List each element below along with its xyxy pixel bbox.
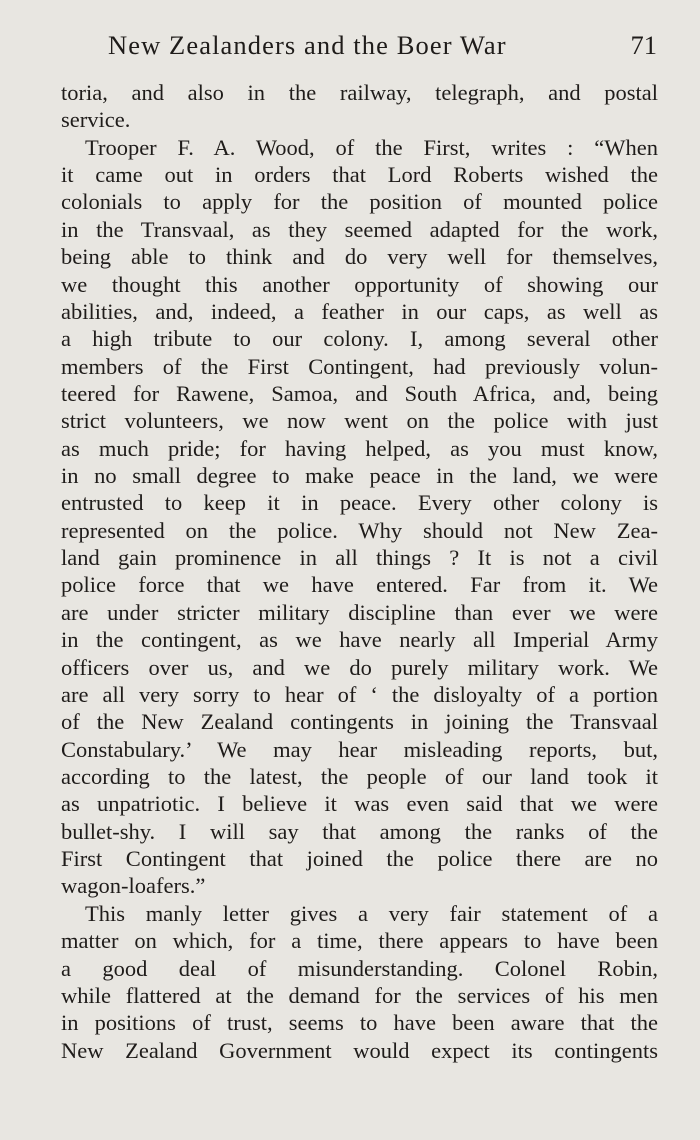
text-line: while flattered at the demand for the services of his men	[61, 982, 658, 1008]
text-line: teered for Rawene, Samoa, and South Africa, and, being	[61, 380, 658, 406]
text-line: matter on which, for a time, there appears to have been	[61, 928, 658, 954]
text-line: land gain prominence in all things ? It is not a civil	[61, 545, 658, 571]
text-line: it came out in orders that Lord Roberts wished the	[61, 162, 658, 188]
text-line: we thought this another opportunity of showing our	[61, 271, 658, 297]
running-head	[60, 30, 657, 70]
text-line: First Contingent that joined the police there are no	[61, 846, 658, 872]
text-line: are all very sorry to hear of ‘ the disloyalty of a portion	[61, 681, 658, 707]
text-line: abilities, and, indeed, a feather in our caps, as well as	[61, 298, 658, 324]
text-line: wagon-loafers.”	[61, 873, 206, 899]
running-title: New Zealanders and the Boer War	[108, 30, 507, 60]
text-line: are under stricter military discipline than ever we were	[61, 599, 658, 625]
page-number: 71	[630, 30, 657, 60]
text-line: according to the latest, the people of our land took it	[61, 763, 658, 789]
text-line: police force that we have entered. Far from it. We	[61, 572, 658, 598]
text-line: a good deal of misunderstanding. Colonel Robin,	[61, 955, 658, 981]
text-line: toria, and also in the railway, telegraph, and postal	[61, 80, 658, 105]
text-line: in the contingent, as we have nearly all Imperial Army	[61, 627, 658, 653]
text-line: entrusted to keep it in peace. Every other colony is	[61, 490, 658, 516]
text-line: in no small degree to make peace in the land, we were	[61, 463, 658, 489]
text-line: in positions of trust, seems to have been aware that the	[61, 1010, 658, 1036]
text-line: members of the First Contingent, had previously volun-	[61, 353, 658, 379]
text-line: of the New Zealand contingents in joining the Transvaal	[61, 709, 658, 735]
text-line: service.	[61, 107, 131, 133]
text-line: a high tribute to our colony. I, among several other	[61, 326, 658, 352]
text-body	[61, 79, 658, 1064]
text-line: being able to think and do very well for themselves,	[61, 244, 658, 270]
text-line: represented on the police. Why should not New Zea-	[61, 517, 658, 543]
text-line: in the Transvaal, as they seemed adapted for the work,	[61, 216, 658, 242]
text-line: strict volunteers, we now went on the police with just	[61, 408, 658, 434]
text-line: officers over us, and we do purely military work. We	[61, 654, 658, 680]
text-line: as unpatriotic. I believe it was even said that we were	[61, 791, 658, 817]
text-line: This manly letter gives a very fair statement of a	[85, 900, 658, 926]
text-line: New Zealand Government would expect its contingents	[61, 1037, 658, 1063]
text-line: bullet-shy. I will say that among the ranks of the	[61, 818, 658, 844]
text-line: Trooper F. A. Wood, of the First, writes : “When	[85, 134, 658, 160]
text-line: colonials to apply for the position of mounted police	[61, 189, 658, 215]
text-line: Constabulary.’ We may hear misleading reports, but,	[61, 736, 658, 762]
text-line: as much pride; for having helped, as you must know,	[61, 435, 658, 461]
